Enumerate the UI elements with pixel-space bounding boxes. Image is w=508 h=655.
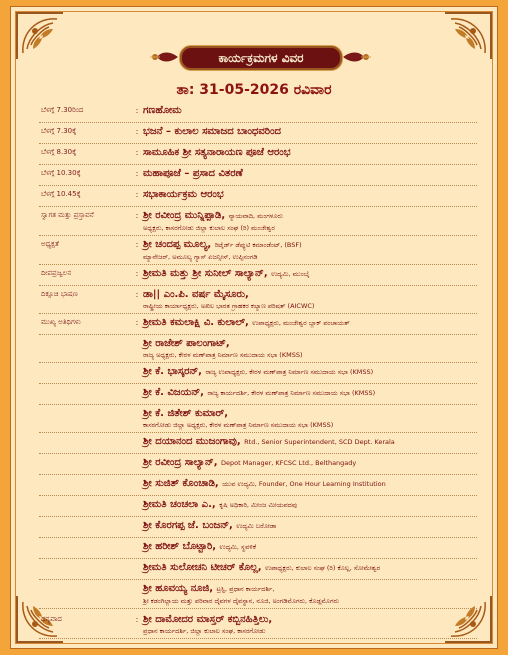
row-value: ಸಾಮೂಹಿಕ ಶ್ರೀ ಸತ್ಯನಾರಾಯಣ ಪೂಜೆ ಆರಂಭ bbox=[143, 147, 291, 158]
row-label: ಬೆಳಗ್ಗೆ 8.30ಕ್ಕೆ bbox=[41, 148, 77, 156]
person-title: ಉಪಾಧ್ಯಕ್ಷರು, ಕುಲಾಲ ಸಂಘ (ರಿ) ಕೊಲ್ಲ, ಸೋಮೇಶ್ವರ bbox=[265, 564, 381, 572]
person-title: ಉದ್ಯಮಿ, ಸ್ಥವಳಿಕೆ bbox=[219, 543, 257, 551]
person-title: ರಾಜ್ಯ ಉಪಾಧ್ಯಕ್ಷರು, ಕೇರಳ ಮಣ್‌ಪಾತ್ರ ನಿರ್ಮಾಣ ಸಮುದಾಯ ಸಭಾ (KMSS) bbox=[205, 368, 374, 376]
banner-ornament-icon bbox=[150, 50, 178, 64]
event-date: ತಾ: 31-05-2026 ರವಿವಾರ bbox=[176, 82, 332, 98]
schedule-row: ಬೆಳಗ್ಗೆ 8.30ಕ್ಕೆ : ಸಾಮೂಹಿಕ ಶ್ರೀ ಸತ್ಯನಾರಾಯಣ ಪೂಜೆ ಆರಂಭ bbox=[39, 144, 477, 165]
schedule-list bbox=[39, 102, 477, 639]
person-name: ಶ್ರೀ ಹರೀಶ್ ಬೊಟ್ಟಾರಿ, bbox=[143, 541, 220, 552]
guest-row bbox=[39, 475, 477, 496]
schedule-row: ಬೆಳಗ್ಗೆ 10.30ಕ್ಕೆ : ಮಹಾಪೂಜೆ – ಪ್ರಸಾದ ವಿತರಣೆ bbox=[39, 165, 477, 186]
person-title: Rtd., Senior Superintendent, SCD Dept. Kerala bbox=[244, 438, 395, 446]
person-title: ರಿಟೈರ್ಡ್ ಡೆಪ್ಯುಟಿ ಕಮಾಂಡೆಂಟ್, (BSF) bbox=[214, 241, 302, 249]
person-title: ಯುವ ಉದ್ಯಮಿ, Founder, One Hour Learning Institution bbox=[222, 480, 386, 488]
person-name: ಶ್ರೀ ದಯಾನಂದ ಮುಜಂಗಾವು, bbox=[143, 436, 245, 447]
row-label: ಬೆಳಗ್ಗೆ 7.30ಕ್ಕೆ bbox=[41, 127, 77, 135]
person-name: ಶ್ರೀ ಚಂದಪ್ಪ ಮೂಲ್ಯ, bbox=[143, 239, 215, 250]
schedule-row: ಅಧ್ಯಕ್ಷತೆ : ಶ್ರೀ ಚಂದಪ್ಪ ಮೂಲ್ಯ, ರಿಟೈರ್ಡ್ ಡೆಪ್ಯುಟಿ ಕಮಾಂಡೆಂಟ್, (BSF) ಮ್ಯಾನೇಜರ್, ಅಮೂಲ್ಯ ಗ್ಯಾಸ್ ಏಜನ್ಸೀಸ್, ಉಪ್ಪಿನಂಗಡಿ bbox=[39, 236, 477, 265]
guest-row bbox=[39, 496, 477, 517]
row-value: ಸಭಾಕಾರ್ಯಕ್ರಮ ಆರಂಭ bbox=[143, 189, 224, 200]
row-label: ಮುಖ್ಯ ಅತಿಥಿಗಳು bbox=[41, 318, 81, 326]
guest-row bbox=[39, 454, 477, 475]
person-name: ಶ್ರೀಮತಿ ಚಂಚಲಾ ಎ., bbox=[143, 499, 220, 510]
person-detail: ರಾಜ್ಯ ಅಧ್ಯಕ್ಷರು, ಕೇರಳ ಮಣ್‌ಪಾತ್ರ ನಿರ್ಮಾಣ ಸಮುದಾಯ ಸಭಾ (KMSS) bbox=[143, 351, 303, 359]
person-name: ಶ್ರೀ ಕೆ. ಜಿತೇಶ್ ಕುಮಾರ್, bbox=[143, 408, 229, 419]
person-name: ಶ್ರೀ ಹೂವಯ್ಯ ನೂಜಿ, bbox=[143, 583, 217, 594]
person-name: ಶ್ರೀ ಕೊರಗಪ್ಪ ಜೆ. ಬಂಜನ್, bbox=[143, 520, 237, 531]
guest-row bbox=[39, 580, 477, 609]
schedule-row: ಬೆಳಗ್ಗೆ 7.30ಕ್ಕೆ : ಭಜನೆ – ಕುಲಾಲ ಸಮಾಜದ ಬಾಂಧವರಿಂದ bbox=[39, 123, 477, 144]
guest-row bbox=[39, 433, 477, 454]
corner-ornament-icon bbox=[441, 9, 495, 63]
person-name: ಶ್ರೀ ರಾಜೇಶ್ ಪಾಲಂಗಾಟ್, bbox=[143, 338, 230, 349]
person-detail: ಶ್ರೀ ಕಡಂಗಿಲ್ಲಾಯ ಮತ್ತು ಪರಿವಾರ ದೈವಗಳ ದೈವಸ್ಥಾನ, ನೂಜಿ, ಅಂಗಡಿಮೊಗರು, ಕೊಡ್ಲಮೊಗರು bbox=[143, 597, 339, 605]
person-name: ಶ್ರೀ ಕೆ. ವಿಜಯನ್, bbox=[143, 387, 208, 398]
person-name: ಶ್ರೀ ದಾಮೋದರ ಮಾಸ್ತರ್ ಕಬ್ಬಿನಹಿತ್ತಿಲು, bbox=[143, 614, 273, 625]
row-label: ಬೆಳಗ್ಗೆ 7.30ರಿಂದ bbox=[41, 106, 84, 114]
schedule-row: ದಿಕ್ಸೂಚಿ ಭಾಷಣ : ಡಾ|| ಎಂ.ಪಿ. ವರ್ಷ ಮೈಸೂರು, ರಾಷ್ಟ್ರೀಯ ಕಾರ್ಯಾಧ್ಯಕ್ಷರು, ಅಖಿಲ ಭಾರತ ಗ್ರಾಹಕರ ಕಲ್ಯಾಣ ಪರಿಷತ್ (AICWC) bbox=[39, 286, 477, 314]
person-detail: ರಾಷ್ಟ್ರೀಯ ಕಾರ್ಯಾಧ್ಯಕ್ಷರು, ಅಖಿಲ ಭಾರತ ಗ್ರಾಹಕರ ಕಲ್ಯಾಣ ಪರಿಷತ್ (AICWC) bbox=[143, 302, 315, 310]
person-name: ಶ್ರೀಮತಿ ಮತ್ತು ಶ್ರೀ ಸುನೀಲ್ ಸಾಲ್ಯಾನ್, bbox=[143, 268, 272, 279]
row-label: ಬೆಳಗ್ಗೆ 10.45ಕ್ಕೆ bbox=[41, 190, 81, 198]
guest-row bbox=[39, 517, 477, 538]
page-title: ಕಾರ್ಯಕ್ರಮಗಳ ವಿವರ bbox=[179, 45, 343, 71]
person-name: ಶ್ರೀ ಕೆ. ಭಾಸ್ಕರನ್, bbox=[143, 366, 206, 377]
person-detail: ಅಧ್ಯಕ್ಷರು, ಕಾಸರಗೋಡು ಜಿಲ್ಲಾ ಕುಲಾಲ ಸಂಘ (ರಿ) ಮಂಜೇಶ್ವರ bbox=[143, 224, 275, 232]
schedule-row: ದೀಪಪ್ರಜ್ವಲನ : ಶ್ರೀಮತಿ ಮತ್ತು ಶ್ರೀ ಸುನೀಲ್ ಸಾಲ್ಯಾನ್, ಉದ್ಯಮಿ, ಮುಂಬೈ bbox=[39, 265, 477, 286]
guest-row bbox=[39, 538, 477, 559]
schedule-row: ಬೆಳಗ್ಗೆ 7.30ರಿಂದ : ಗಣಹೋಮ bbox=[39, 102, 477, 123]
row-label: ಸ್ವಾಗತ ಮತ್ತು ಪ್ರಸ್ತಾವನೆ bbox=[41, 211, 94, 219]
guest-row bbox=[39, 384, 477, 405]
person-name: ಶ್ರೀ ಸುಜಿತ್ ಕೊಂಚಾಡಿ, bbox=[143, 478, 223, 489]
guest-row bbox=[39, 405, 477, 433]
person-name: ಶ್ರೀಮತಿ ಸುಲೋಚನಿ ಟೀಚರ್ ಕೊಲ್ಲ, bbox=[143, 562, 266, 573]
schedule-row: ಬೆಳಗ್ಗೆ 10.45ಕ್ಕೆ : ಸಭಾಕಾರ್ಯಕ್ರಮ ಆರಂಭ bbox=[39, 186, 477, 207]
person-title: ಉಪಾಧ್ಯಕ್ಷರು, ಮಂಜೇಶ್ವರ ಬ್ಲಾಕ್ ಪಂಚಾಯತ್ bbox=[252, 319, 350, 327]
person-title: ಟ್ರಸ್ಟಿ, ಪ್ರಧಾನ ಕಾರ್ಯದರ್ಶಿ, bbox=[216, 585, 275, 593]
person-detail: ಕಾಸರಗೋಡು ಜಿಲ್ಲಾ ಅಧ್ಯಕ್ಷರು, ಕೇರಳ ಮಣ್‌ಪಾತ್ರ ನಿರ್ಮಾಣ ಸಮುದಾಯ ಸಭಾ (KMSS) bbox=[143, 421, 334, 429]
schedule-row: ಧನ್ಯವಾದ : ಶ್ರೀ ದಾಮೋದರ ಮಾಸ್ತರ್ ಕಬ್ಬಿನಹಿತ್ತಿಲು, ಪ್ರಧಾನ ಕಾರ್ಯದರ್ಶಿ, ಜಿಲ್ಲಾ ಕುಲಾಲ ಸಂಘ, ಕಾಸರಗೋಡು bbox=[39, 611, 477, 639]
person-title: ಉದ್ಯಮಿ, ಮುಂಬೈ bbox=[271, 270, 310, 278]
person-title: ರಾಜ್ಯ ಕಾರ್ಯದರ್ಶಿ, ಕೇರಳ ಮಣ್‌ಪಾತ್ರ ನಿರ್ಮಾಣ ಸಮುದಾಯ ಸಭಾ (KMSS) bbox=[207, 389, 376, 397]
person-title: ಉದ್ಯಮಿ ಬರೋಡಾ bbox=[236, 522, 277, 530]
schedule-row: ಮುಖ್ಯ ಅತಿಥಿಗಳು : ಶ್ರೀಮತಿ ಕಮಲಾಕ್ಷಿ ವಿ. ಕುಲಾಲ್, ಉಪಾಧ್ಯಕ್ಷರು, ಮಂಜೇಶ್ವರ ಬ್ಲಾಕ್ ಪಂಚಾಯತ್ bbox=[39, 314, 477, 335]
guest-row bbox=[39, 559, 477, 580]
person-name: ಶ್ರೀ ರವೀಂದ್ರ ಮುನ್ನಿಪ್ಪಾಡಿ, bbox=[143, 210, 229, 221]
person-title: Depot Manager, KFCSC Ltd., Belthangady bbox=[221, 459, 357, 467]
guest-row bbox=[39, 363, 477, 384]
person-title: ಕೃಷಿ ಅಧಿಕಾರಿ, ಮೀಂಜ ಮೀಯಪದವು bbox=[219, 501, 298, 509]
program-card bbox=[10, 6, 498, 649]
person-title: ನ್ಯಾಯವಾದಿ, ಮಂಗಳೂರು bbox=[228, 212, 283, 220]
row-value: ಗಣಹೋಮ bbox=[143, 105, 182, 116]
row-label: ದಿಕ್ಸೂಚಿ ಭಾಷಣ bbox=[41, 290, 78, 298]
person-detail: ಪ್ರಧಾನ ಕಾರ್ಯದರ್ಶಿ, ಜಿಲ್ಲಾ ಕುಲಾಲ ಸಂಘ, ಕಾಸರಗೋಡು bbox=[143, 627, 266, 635]
person-detail: ಮ್ಯಾನೇಜರ್, ಅಮೂಲ್ಯ ಗ್ಯಾಸ್ ಏಜನ್ಸೀಸ್, ಉಪ್ಪಿನಂಗಡಿ bbox=[143, 253, 258, 261]
row-label: ದೀಪಪ್ರಜ್ವಲನ bbox=[41, 269, 72, 277]
banner-ornament-icon bbox=[343, 50, 371, 64]
guest-row bbox=[39, 335, 477, 363]
person-name: ಶ್ರೀಮತಿ ಕಮಲಾಕ್ಷಿ ವಿ. ಕುಲಾಲ್, bbox=[143, 317, 253, 328]
corner-ornament-icon bbox=[13, 9, 67, 63]
schedule-row: ಸ್ವಾಗತ ಮತ್ತು ಪ್ರಸ್ತಾವನೆ : ಶ್ರೀ ರವೀಂದ್ರ ಮುನ್ನಿಪ್ಪಾಡಿ, ನ್ಯಾಯವಾದಿ, ಮಂಗಳೂರು ಅಧ್ಯಕ್ಷರು, ಕಾಸರಗೋಡು ಜಿಲ್ಲಾ ಕುಲಾಲ ಸಂಘ (ರಿ) ಮಂಜೇಶ್ವರ bbox=[39, 207, 477, 236]
row-label: ಧನ್ಯವಾದ bbox=[41, 615, 62, 623]
person-name: ಶ್ರೀ ರವೀಂದ್ರ ಸಾಲ್ಯಾನ್, bbox=[143, 457, 222, 468]
row-label: ಅಧ್ಯಕ್ಷತೆ bbox=[41, 240, 59, 248]
row-value: ಭಜನೆ – ಕುಲಾಲ ಸಮಾಜದ ಬಾಂಧವರಿಂದ bbox=[143, 126, 281, 137]
row-label: ಬೆಳಗ್ಗೆ 10.30ಕ್ಕೆ bbox=[41, 169, 81, 177]
person-name: ಡಾ|| ಎಂ.ಪಿ. ವರ್ಷ ಮೈಸೂರು, bbox=[143, 289, 249, 300]
row-value: ಮಹಾಪೂಜೆ – ಪ್ರಸಾದ ವಿತರಣೆ bbox=[143, 168, 243, 179]
